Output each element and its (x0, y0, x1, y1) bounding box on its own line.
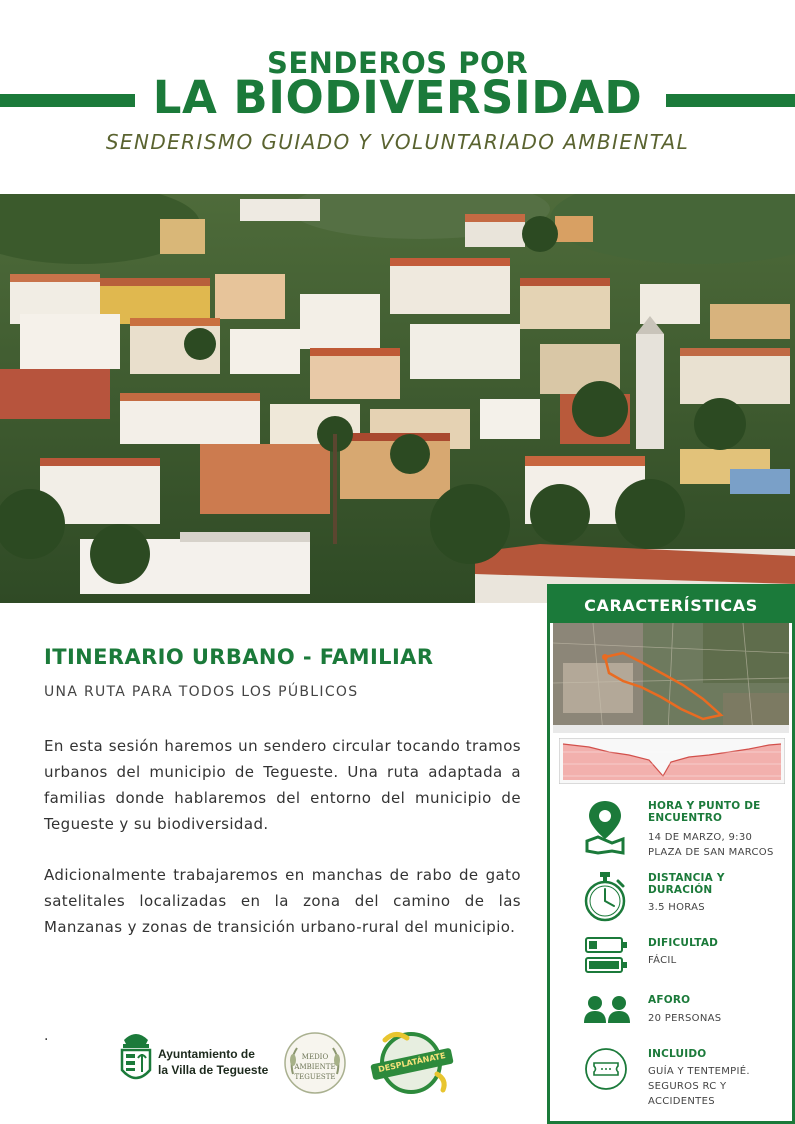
itinerary-subtitle: UNA RUTA PARA TODOS LOS PÚBLICOS (44, 684, 359, 700)
battery-icon (584, 936, 630, 976)
itinerary-title: ITINERARIO URBANO - FAMILIAR (44, 645, 434, 669)
elevation-profile (559, 738, 785, 784)
difficulty-value: FÁCIL (648, 955, 677, 966)
paragraph-2: Adicionalmente trabajaremos en manchas de rabo de gato satelitales localizadas en la zona del camino de las Manzanas y zonas de transición urbano-rural del municipio. (44, 866, 521, 936)
people-icon (582, 995, 632, 1025)
meeting-place: PLAZA DE SAN MARCOS (648, 847, 774, 858)
route-map (553, 623, 789, 733)
desplatanate-logo (367, 1028, 457, 1098)
title-line-2: LA BIODIVERSIDAD (152, 71, 643, 124)
map-pin-icon (584, 799, 626, 855)
trailing-dot: . (44, 1028, 49, 1044)
duration-title: DISTANCIA Y DURACIÓN (648, 872, 725, 896)
included-line-3: ACCIDENTES (648, 1096, 715, 1107)
header-subtitle: SENDERISMO GUIADO Y VOLUNTARIADO AMBIENTAL (105, 130, 690, 154)
ayuntamiento-line-1: Ayuntamiento de (158, 1047, 255, 1061)
desplatanate-text: DESPLATÁNATE (377, 1050, 447, 1075)
meeting-date: 14 DE MARZO, 9:30 (648, 832, 753, 843)
characteristics-panel (547, 584, 795, 1124)
included-line-1: GUÍA Y TENTEMPIÉ. (648, 1066, 750, 1077)
characteristics-heading: CARACTERÍSTICAS (550, 587, 792, 623)
duration-value: 3.5 HORAS (648, 902, 705, 913)
ticket-icon (584, 1047, 628, 1091)
coat-of-arms-icon (116, 1026, 156, 1088)
difficulty-title: DIFICULTAD (648, 937, 719, 949)
ayuntamiento-logo (116, 1026, 276, 1092)
stopwatch-icon (584, 871, 626, 923)
capacity-title: AFORO (648, 994, 691, 1006)
included-title: INCLUIDO (648, 1048, 707, 1060)
capacity-value: 20 PERSONAS (648, 1013, 722, 1024)
hero-photo (0, 194, 795, 603)
included-line-2: SEGUROS RC Y (648, 1081, 727, 1092)
medio-ambiente-text: MEDIO AMBIENTE TEGUESTE (294, 1053, 336, 1081)
medio-ambiente-logo (279, 1030, 351, 1096)
meeting-title: HORA Y PUNTO DE ENCUENTRO (648, 800, 761, 824)
paragraph-1: En esta sesión haremos un sendero circular tocando tramos urbanos del municipio de Tegueste. Una ruta adaptada a familias donde hablaremos del entorno del municipio de Tegueste y su biodiversidad. (44, 737, 521, 833)
ayuntamiento-line-2: la Villa de Tegueste (158, 1063, 269, 1077)
town-illustration (0, 194, 795, 603)
title-line-1: SENDEROS POR (266, 46, 529, 80)
